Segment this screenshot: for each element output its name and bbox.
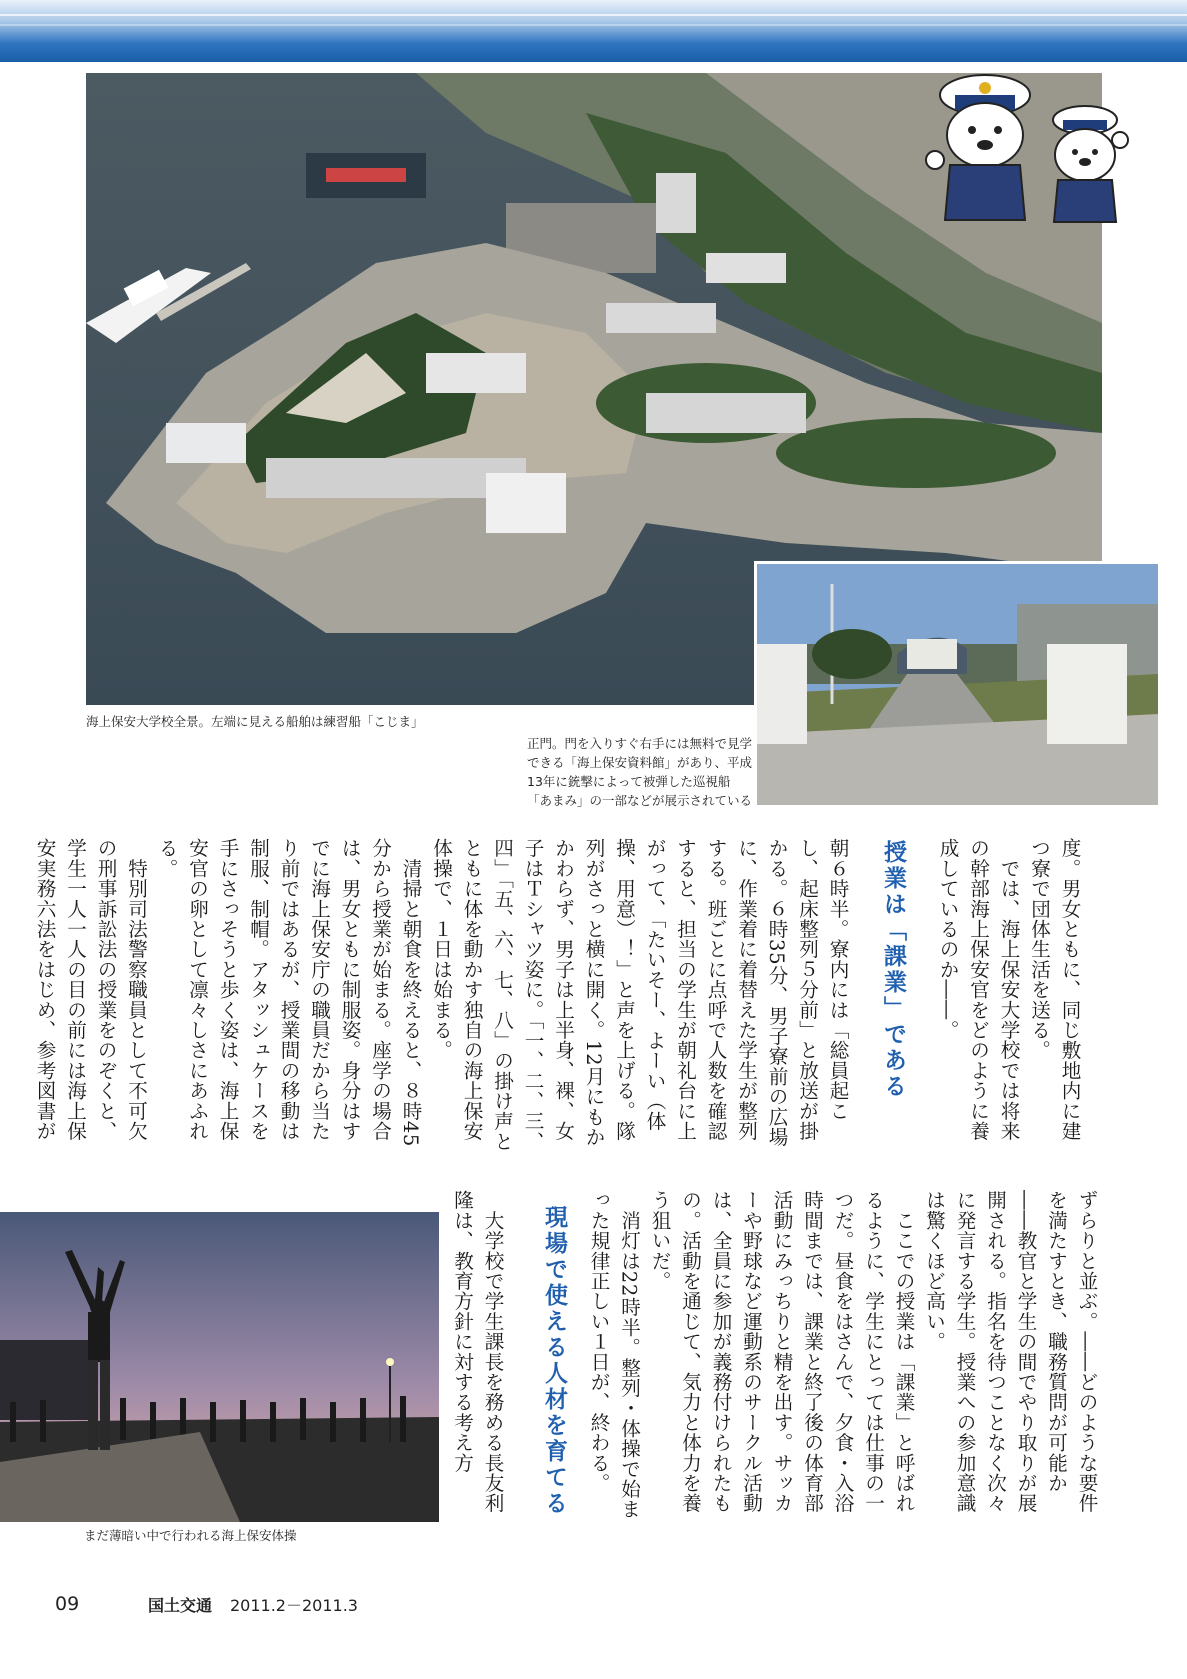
lower-text-col2: 大学校で学生課長を務める長友利隆は、教育方針に対する考え方 (450, 1190, 504, 1514)
upper-text-col2: 朝６時半。寮内には「総員起こし、起床整列５分前」と放送が掛かる。６時35分、男子寮前の広場に、作業着に着替えた学生が整列する。班ごとに点呼で人数を確認すると、担当の学生が朝礼台に上がって、「たいそー、よーい（体操、用意）！」と声を上げる。隊列がさっと横に開く。12月にもかかわらず、男子は上半身、裸、女子はＴシャツ姿に。「一、二、三、四」「五、六、七、八」の掛け声とともに体を動かす独自の海上保安体操で、１日は始まる。 清掃と朝食を終えると、８時45分から授業が始まる。座学の場合は、男女ともに制服姿。身分はすでに海上保安庁の職員だから当たり前ではあるが、授業間の移動は制服、制帽。アタッシュケースを手にさっそうと歩く姿は、海上保安官の卵として凛々しさにあふれる。 特別司法警察職員として不可欠の刑事訴訟法の授業をのぞくと、学生一人一人の目の前には海上保安実務六法をはじめ、参考図書が (33, 838, 849, 1152)
heading-talent: 現場で使える人材を育てる (541, 1205, 567, 1517)
heading-classes: 授業は「課業」である (880, 840, 906, 1100)
gate-photo (754, 561, 1161, 808)
upper-text-col1: 度。男女ともに、同じ敷地内に建つ寮で団体生活を送る。 では、海上保安大学校では将来の幹部海上保安官をどのように養成しているのか――。 (936, 838, 1081, 1141)
gate-caption: 正門。門を入りすぐ右手には無料で見学できる「海上保安資料館」があり、平成13年に銃撃によって被弾した巡視船「あまみ」の一部などが展示されている (527, 736, 753, 808)
exercise-photo (0, 1212, 439, 1522)
aerial-caption: 海上保安大学校全景。左端に見える船舶は練習船「こじま」 (86, 714, 424, 729)
issue-date: 2011.2－2011.3 (230, 1596, 358, 1615)
page-number: 09 (55, 1593, 80, 1615)
publication-name: 国土交通 (148, 1596, 213, 1615)
mascot-illustration (910, 40, 1140, 225)
lower-text-col1: ずらりと並ぶ。――どのような要件を満たすとき、職務質問が可能か――教官と学生の間でやり取りが展開される。指名を待つことなく次々に発言する学生。授業への参加意識は驚くほど高い。 ここでの授業は「課業」と呼ばれるように、学生にとっては仕事の一つだ。昼食をはさんで、夕食・入浴時間までは、課業と終了後の体育部活動にみっちりと精を出す。サッカーや野球など運動系のサークル活動は、全員に参加が義務付けられたもの。活動を通じて、気力と体力を養う狙いだ。 消灯は22時半。整列・体操で始まった規律正しい１日が、終わる。 (587, 1190, 1098, 1520)
exercise-caption: まだ薄暗い中で行われる海上保安体操 (84, 1528, 297, 1543)
